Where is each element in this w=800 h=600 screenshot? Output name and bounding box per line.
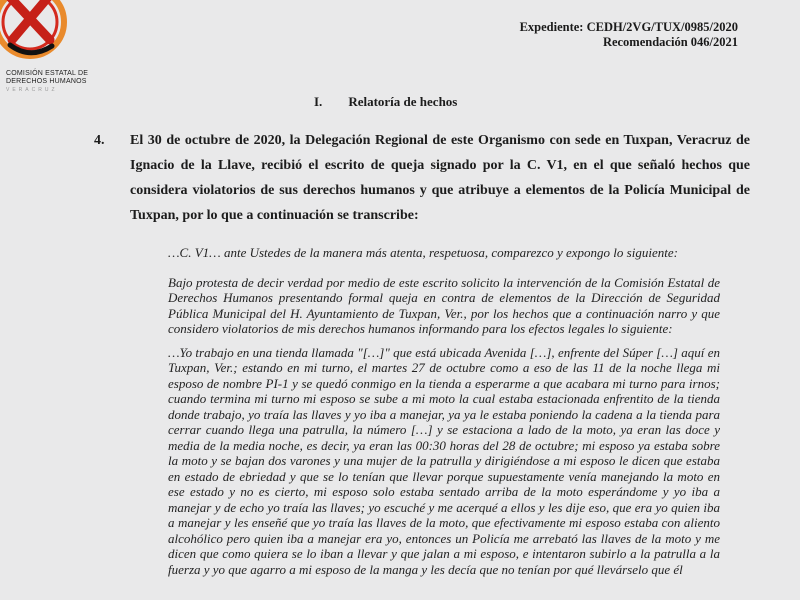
quote-paragraph-2: Bajo protesta de decir verdad por medio de este escrito solicito la intervención de la Comisión Estatal de Derechos Humanos presentando formal queja en contra de elementos de la Dirección de Seguridad Pública Municipal del H. Ayuntamiento de Tuxpan, Ver., por los hechos que a continuación narro y que considero violatorios de mis derechos humanos informando para los efectos legales lo siguiente: xyxy=(168,274,720,336)
section-title: Relatoría de hechos xyxy=(348,94,458,109)
case-reference xyxy=(520,20,738,50)
quoted-complaint xyxy=(168,245,720,577)
quote-paragraph-1: …C. V1… ante Ustedes de la manera más atenta, respetuosa, comparezco y expongo lo siguiente: xyxy=(168,245,678,260)
section-number: I. xyxy=(314,94,323,109)
expediente-line: Expediente: CEDH/2VG/TUX/0985/2020 xyxy=(519,20,738,34)
quote-paragraph-3: …Yo trabajo en una tienda llamada "[…]" que está ubicada Avenida […], enfrente del Súper […] aquí en Tuxpan, Ver.; estando en mi turno, el martes 27 de octubre como a eso de las 11 de la noche llega mi esposo de nombre PI-1 y se quedó conmigo en la tienda a esperarme a que acabara mi turno para irnos; cuando termina mi turno mi esposo se sube a mi moto la cual estaba estacionada enfrentito de la tienda donde trabajo, yo traía las llaves y yo iba a manejar, ya ya le estaba poniendo la cadena a la tienda para cerrar cuando llega una patrulla, la número […] y se estaciona a lado de la moto, ya eran las doce y media de la media noche, es decir, ya eran las 00:30 horas del 28 de octubre; mi esposo ya estaba sobre la moto y se bajan dos varones y una mujer de la patrulla y dirigiéndose a mi esposo le dicen que estaba en estado de ebriedad y que se lo tenían que llevar porque supuestamente venía manejando la moto en ese estado y no es cierto, mi esposo solo estaba sentado arriba de la moto esperándome y yo iba a manejar y de echo yo traía las llaves; yo escuché y me acerqué a ellos y les dije eso, que era yo quien iba a manejar y les enseñé que yo traía las llaves de la moto, que efectivamente mi esposo estaba con aliento alcohólico pero quien iba a manejar era yo, entonces un Policía me arrebató las llaves de la moto y me dicen que como quiera se lo iban a llevar y que jalan a mi esposo, e intentaron subirlo a la patrulla a la fuerza y yo que agarro a mi esposo de la manga y les decía que no tenían por qué llevárselo que él xyxy=(168,344,720,577)
logo-x-mark xyxy=(8,0,50,40)
paragraph-text: El 30 de octubre de 2020, la Delegación Regional de este Organismo con sede en Tuxpan, Veracruz de Ignacio de la Llave, recibió el escrito de queja signado por la C. V1, en el que señaló hechos que considera violatorios de sus derechos humanos y que atribuye a elementos de la Policía Municipal de Tuxpan, por lo que a continuación se transcribe: xyxy=(130,133,750,223)
logo-caption-line3: VERACRUZ xyxy=(6,87,58,93)
section-heading xyxy=(314,94,457,110)
logo-caption-line2: DERECHOS HUMANOS xyxy=(6,78,87,85)
logo-caption-line1: COMISIÓN ESTATAL DE xyxy=(6,70,89,77)
logo-caption xyxy=(6,70,88,94)
paragraph-4 xyxy=(94,128,750,228)
recomendacion-line: Recomendación 046/2021 xyxy=(602,35,738,49)
paragraph-number: 4. xyxy=(94,133,105,148)
